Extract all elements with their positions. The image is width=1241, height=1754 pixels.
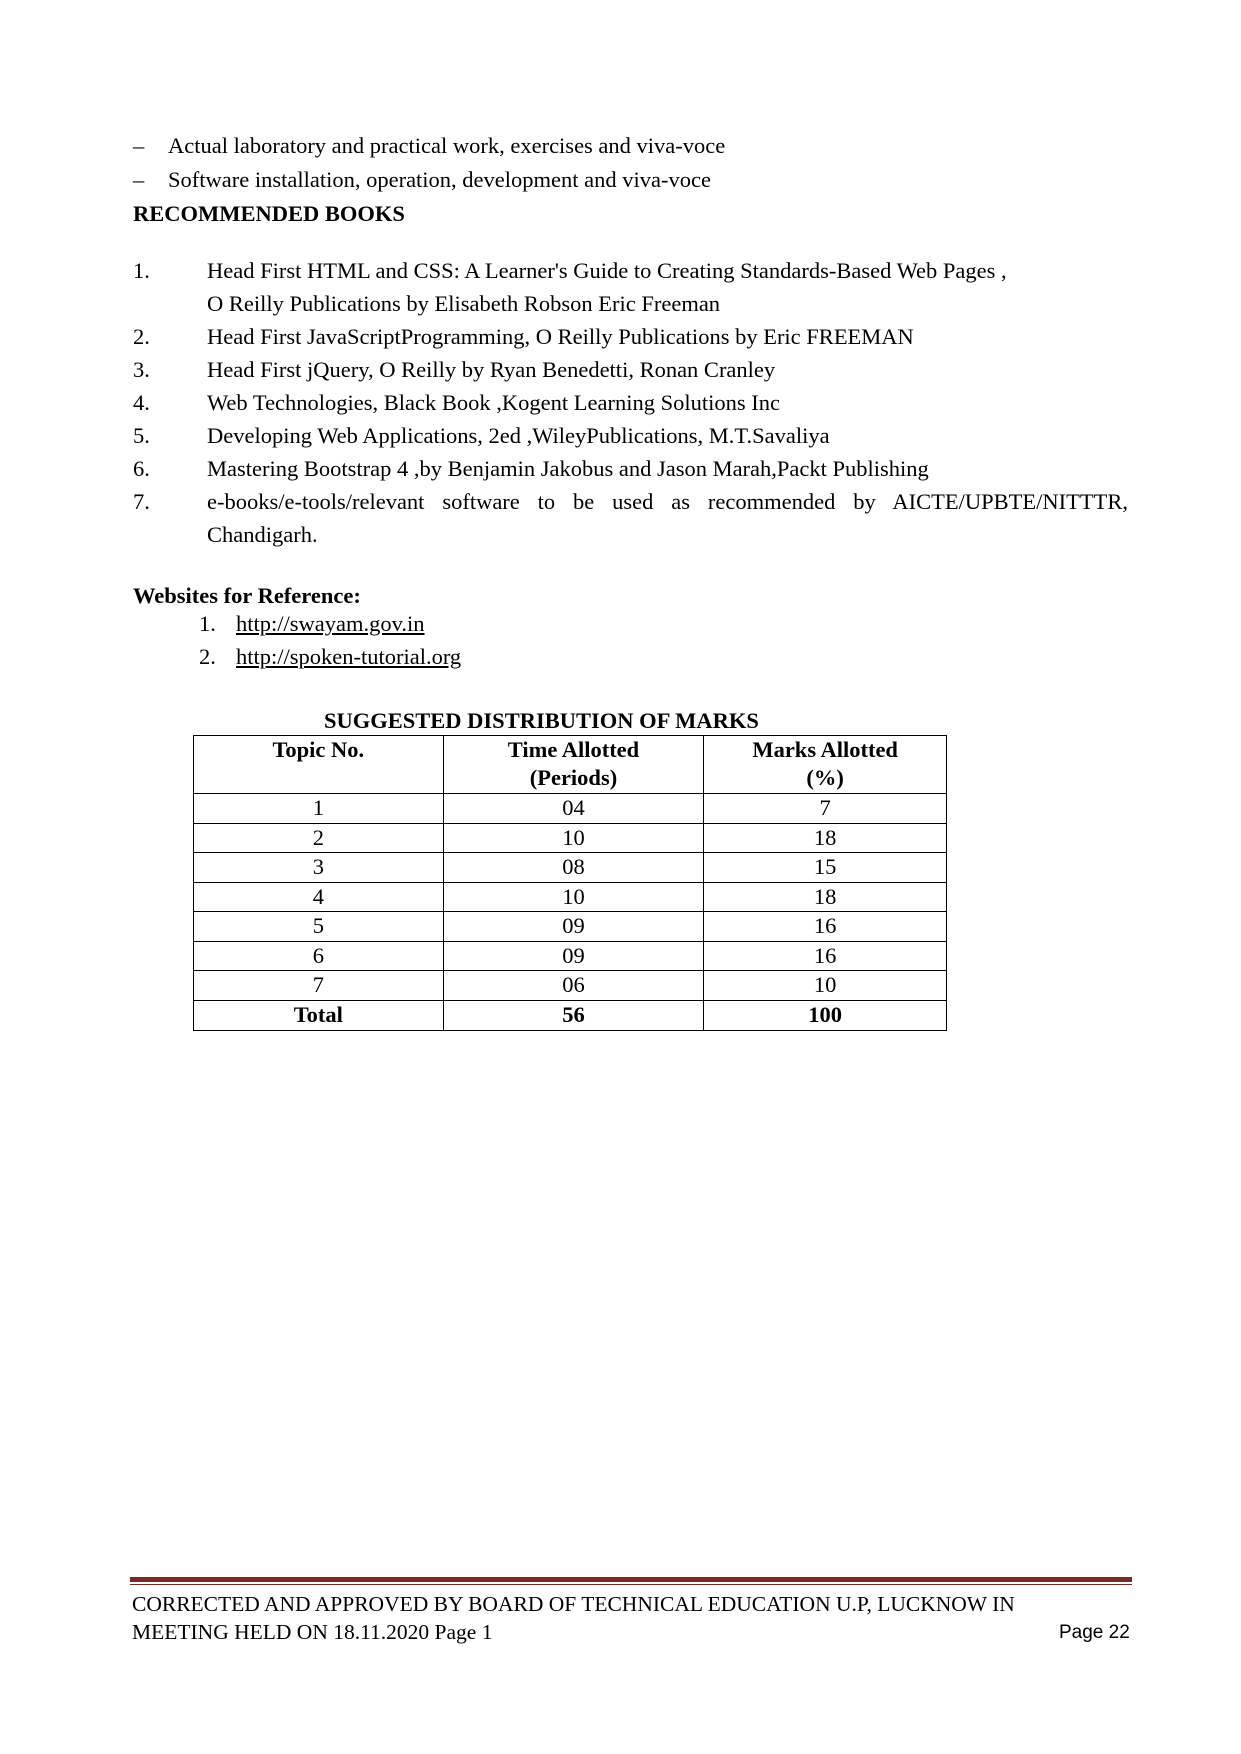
bullet-marker: –: [133, 133, 145, 158]
footer-divider-thin: [130, 1584, 1132, 1585]
table-row: [194, 971, 947, 1001]
bullet-text: Actual laboratory and practical work, exercises and viva-voce: [168, 133, 726, 158]
header-topic-no: [194, 736, 444, 794]
header-line: (Periods): [529, 765, 618, 790]
time-cell: 10: [443, 882, 704, 912]
topic-cell: 1: [194, 794, 444, 824]
website-link[interactable]: http://spoken-tutorial.org: [236, 644, 462, 669]
time-cell: 08: [443, 853, 704, 883]
bullet-text: Software installation, operation, development and viva-voce: [168, 167, 711, 192]
table-row: [194, 941, 947, 971]
total-label-cell: Total: [194, 1000, 444, 1030]
topic-cell: 5: [194, 912, 444, 942]
footer-approval-line: CORRECTED AND APPROVED BY BOARD OF TECHNICAL EDUCATION U.P, LUCKNOW IN: [132, 1592, 1015, 1616]
book-title: Head First jQuery, O Reilly by Ryan Benedetti, Ronan Cranley: [207, 357, 776, 382]
header-line: (%): [806, 765, 844, 790]
book-title-continued: O Reilly Publications by Elisabeth Robson Eric Freeman: [207, 291, 721, 316]
time-cell: 09: [443, 912, 704, 942]
topic-cell: 4: [194, 882, 444, 912]
total-marks-cell: 100: [704, 1000, 947, 1030]
marks-cell: 15: [704, 853, 947, 883]
marks-cell: 16: [704, 941, 947, 971]
recommended-books-heading: RECOMMENDED BOOKS: [133, 201, 405, 226]
book-number: 3.: [133, 357, 150, 382]
book-number: 2.: [133, 324, 150, 349]
footer-divider: [130, 1577, 1132, 1582]
header-time-allotted: [443, 736, 704, 794]
table-title: SUGGESTED DISTRIBUTION OF MARKS: [324, 708, 759, 733]
table-header-row: [194, 736, 947, 794]
page-number: Page 22: [1059, 1622, 1130, 1643]
bullet-marker: –: [133, 167, 145, 192]
topic-cell: 7: [194, 971, 444, 1001]
table-row: [194, 853, 947, 883]
header-line: Marks Allotted: [752, 737, 898, 762]
marks-distribution-table: [193, 735, 947, 1031]
book-number: 7.: [133, 489, 150, 514]
marks-cell: 10: [704, 971, 947, 1001]
book-title: Developing Web Applications, 2ed ,WileyPublications, M.T.Savaliya: [207, 423, 830, 448]
topic-cell: 2: [194, 823, 444, 853]
topic-cell: 3: [194, 853, 444, 883]
footer-meeting-line: MEETING HELD ON 18.11.2020 Page 1: [132, 1620, 493, 1644]
book-title: Head First JavaScriptProgramming, O Reilly Publications by Eric FREEMAN: [207, 324, 914, 349]
book-title: Web Technologies, Black Book ,Kogent Learning Solutions Inc: [207, 390, 780, 415]
book-title: Head First HTML and CSS: A Learner's Guide to Creating Standards-Based Web Pages ,: [207, 258, 1007, 283]
table-row: [194, 882, 947, 912]
book-number: 1.: [133, 258, 150, 283]
book-number: 5.: [133, 423, 150, 448]
book-title-continued: Chandigarh.: [207, 522, 318, 547]
book-number: 6.: [133, 456, 150, 481]
book-title: e-books/e-tools/relevant software to be used as recommended by AICTE/UPBTE/NITTTR,: [207, 489, 1128, 514]
marks-cell: 18: [704, 823, 947, 853]
time-cell: 09: [443, 941, 704, 971]
book-title: Mastering Bootstrap 4 ,by Benjamin Jakobus and Jason Marah,Packt Publishing: [207, 456, 929, 481]
topic-cell: 6: [194, 941, 444, 971]
table-total-row: [194, 1000, 947, 1030]
websites-heading: Websites for Reference:: [133, 583, 361, 608]
time-cell: 04: [443, 794, 704, 824]
table-row: [194, 823, 947, 853]
time-cell: 06: [443, 971, 704, 1001]
table-row: [194, 794, 947, 824]
marks-cell: 18: [704, 882, 947, 912]
time-cell: 10: [443, 823, 704, 853]
marks-cell: 16: [704, 912, 947, 942]
header-marks-allotted: [704, 736, 947, 794]
marks-cell: 7: [704, 794, 947, 824]
total-time-cell: 56: [443, 1000, 704, 1030]
header-line: Topic No.: [272, 737, 365, 762]
header-line: Time Allotted: [507, 737, 640, 762]
book-number: 4.: [133, 390, 150, 415]
website-number: 2.: [199, 644, 216, 669]
table-row: [194, 912, 947, 942]
website-number: 1.: [199, 611, 216, 636]
website-link[interactable]: http://swayam.gov.in: [236, 611, 425, 636]
